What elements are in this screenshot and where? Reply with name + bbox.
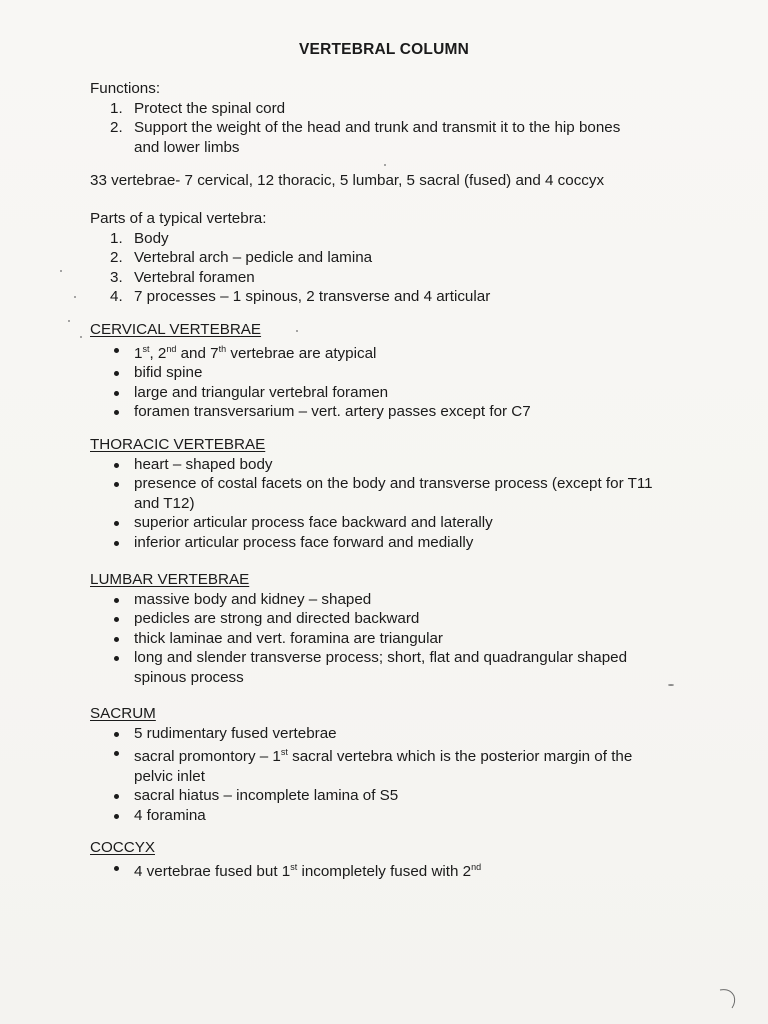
parts-list bbox=[90, 229, 670, 307]
coccyx-heading: COCCYX bbox=[90, 839, 155, 856]
thoracic-list bbox=[90, 455, 670, 553]
list-item bbox=[90, 743, 664, 786]
list-item: inferior articular process face forward and medially bbox=[90, 533, 670, 553]
list-item bbox=[90, 858, 670, 882]
list-item: massive body and kidney – shaped bbox=[90, 590, 670, 610]
cervical-heading: CERVICAL VERTEBRAE bbox=[90, 321, 262, 338]
corner-mark-icon bbox=[718, 986, 740, 1010]
list-item bbox=[90, 229, 670, 249]
parts-section bbox=[90, 209, 670, 307]
item-text: sacral promontory – 1 bbox=[134, 748, 281, 766]
list-item bbox=[90, 340, 670, 364]
functions-section bbox=[90, 79, 670, 157]
scan-speck bbox=[68, 320, 70, 322]
list-item: 5 rudimentary fused vertebrae bbox=[90, 724, 670, 744]
superscript: nd bbox=[166, 343, 177, 354]
list-item bbox=[90, 99, 670, 119]
item-text: Vertebral foramen bbox=[134, 268, 255, 286]
list-item: long and slender transverse process; short, flat and quadrangular shaped spinous process bbox=[90, 648, 644, 687]
superscript: st bbox=[290, 861, 298, 872]
item-text: 4 vertebrae fused but 1 bbox=[134, 862, 291, 880]
superscript: nd bbox=[471, 861, 482, 872]
item-text: Body bbox=[134, 229, 169, 247]
item-number: 4. bbox=[110, 288, 123, 305]
coccyx-list bbox=[90, 858, 670, 882]
item-text: Support the weight of the head and trunk and transmit it to the hip bones and lower limbs bbox=[134, 119, 621, 156]
superscript: th bbox=[218, 343, 227, 354]
item-text: incompletely fused with 2 bbox=[297, 862, 472, 880]
functions-heading: Functions: bbox=[90, 80, 161, 97]
item-number: 2. bbox=[110, 249, 123, 266]
item-text: , 2 bbox=[149, 344, 167, 362]
scan-speck bbox=[384, 164, 386, 166]
item-number: 1. bbox=[110, 229, 123, 247]
list-item bbox=[90, 287, 670, 307]
item-text: Protect the spinal cord bbox=[134, 99, 286, 117]
list-item: large and triangular vertebral foramen bbox=[90, 383, 670, 403]
list-item: foramen transversarium – vert. artery passes except for C7 bbox=[90, 402, 670, 422]
page-title: VERTEBRAL COLUMN bbox=[299, 41, 469, 58]
list-item: sacral hiatus – incomplete lamina of S5 bbox=[90, 786, 670, 806]
sacrum-list bbox=[90, 724, 670, 826]
thoracic-heading: THORACIC VERTEBRAE bbox=[90, 436, 266, 453]
list-item: bifid spine bbox=[90, 363, 670, 383]
list-item bbox=[90, 118, 634, 157]
coccyx-section bbox=[90, 838, 670, 881]
scan-speck bbox=[74, 296, 76, 298]
scan-speck bbox=[296, 330, 298, 332]
superscript: st bbox=[280, 747, 288, 757]
item-number: 2. bbox=[110, 119, 123, 136]
list-item: presence of costal facets on the body and transverse process (except for T11 and T12) bbox=[90, 474, 654, 513]
vertebrae-count-section bbox=[90, 171, 670, 191]
list-item: heart – shaped body bbox=[90, 455, 670, 475]
list-item: pedicles are strong and directed backward bbox=[90, 609, 670, 629]
vertebrae-count-text: 33 vertebrae- 7 cervical, 12 thoracic, 5 lumbar, 5 sacral (fused) and 4 coccyx bbox=[90, 172, 605, 189]
lumbar-heading: LUMBAR VERTEBRAE bbox=[90, 571, 250, 588]
superscript: st bbox=[142, 343, 150, 354]
parts-heading: Parts of a typical vertebra: bbox=[90, 210, 267, 227]
item-text: 1 bbox=[134, 344, 143, 362]
sacrum-heading: SACRUM bbox=[90, 705, 156, 722]
scan-speck bbox=[668, 684, 674, 686]
cervical-section bbox=[90, 320, 670, 422]
item-text: Vertebral arch – pedicle and lamina bbox=[134, 249, 373, 266]
list-item: 4 foramina bbox=[90, 806, 670, 826]
cervical-list bbox=[90, 340, 670, 422]
list-item bbox=[90, 268, 670, 288]
item-text: vertebrae are atypical bbox=[226, 344, 377, 362]
item-text: and 7 bbox=[176, 344, 219, 362]
item-number: 1. bbox=[110, 99, 123, 117]
list-item bbox=[90, 248, 670, 268]
functions-list bbox=[90, 99, 670, 158]
list-item: thick laminae and vert. foramina are triangular bbox=[90, 629, 670, 649]
lumbar-section bbox=[90, 570, 670, 687]
sacrum-section bbox=[90, 704, 670, 825]
lumbar-list bbox=[90, 590, 670, 688]
item-text: 7 processes – 1 spinous, 2 transverse and 4 articular bbox=[134, 288, 491, 305]
scan-speck bbox=[60, 270, 62, 272]
item-number: 3. bbox=[110, 268, 123, 286]
scan-speck bbox=[80, 336, 82, 338]
item-text: sacral vertebra which is the posterior margin of the pelvic inlet bbox=[134, 748, 633, 785]
thoracic-section bbox=[90, 435, 670, 552]
list-item: superior articular process face backward and laterally bbox=[90, 513, 670, 533]
